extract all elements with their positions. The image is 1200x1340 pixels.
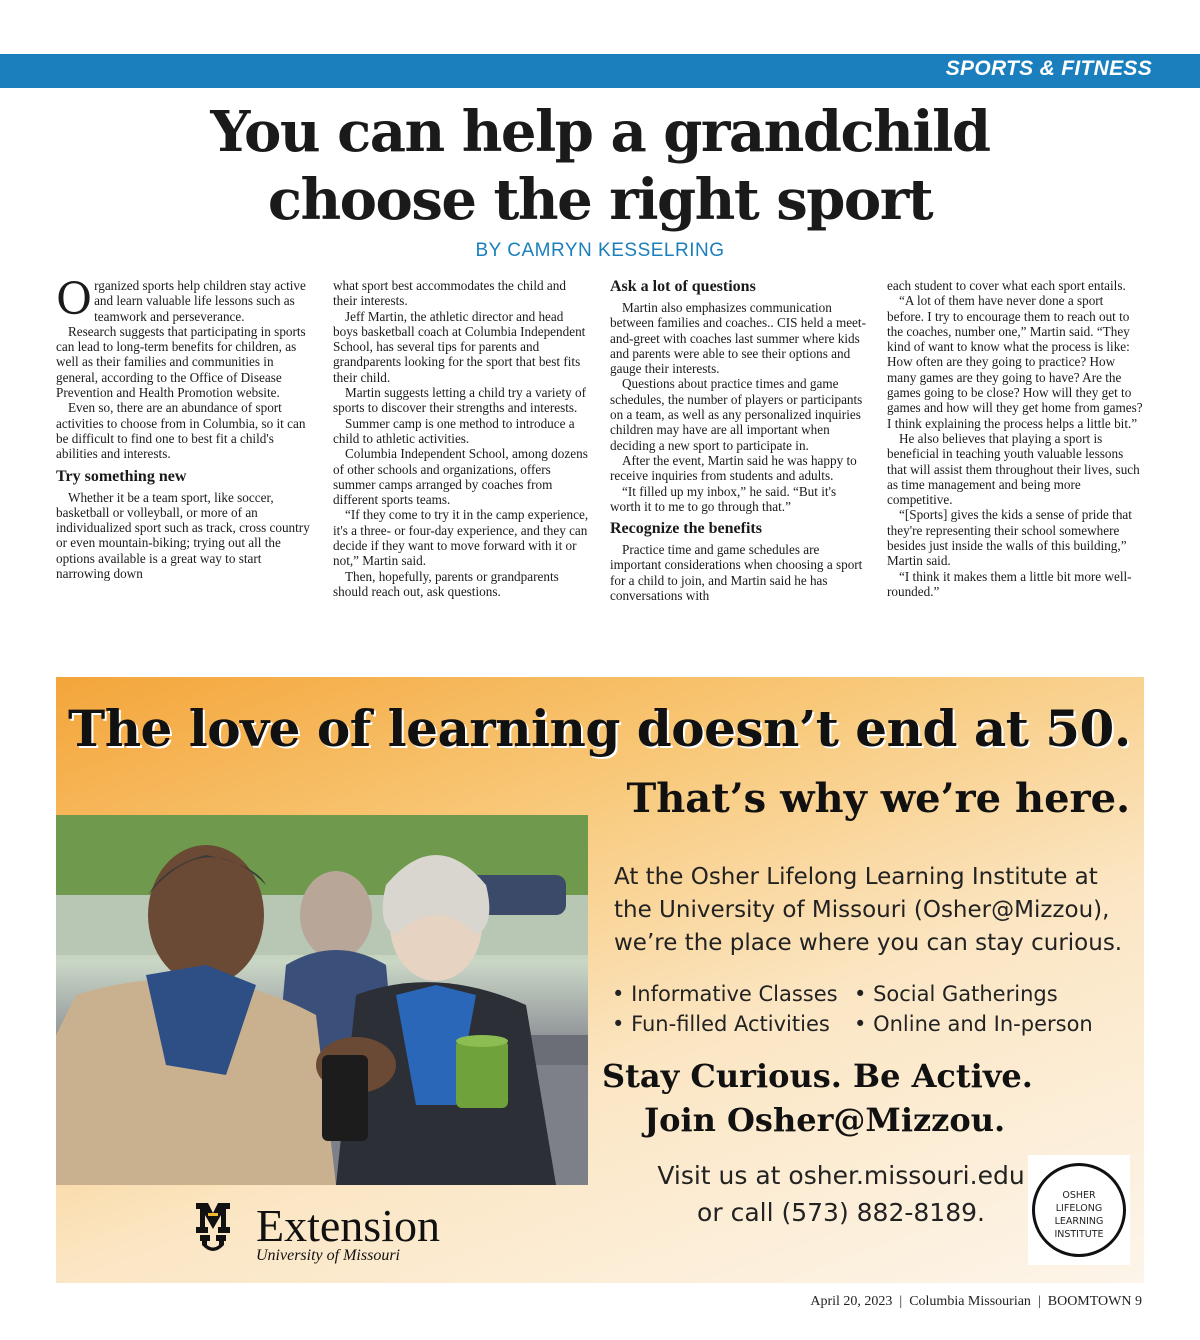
paragraph: “I think it makes them a little bit more well-rounded.”	[887, 568, 1132, 599]
subheading: Recognize the benefits	[610, 520, 762, 538]
article-column-3	[610, 278, 866, 603]
subheading: Ask a lot of questions	[610, 278, 756, 295]
ad-website[interactable]: Visit us at osher.missouri.edu	[657, 1161, 1025, 1190]
headline-line-1: You can help a grandchild	[210, 99, 990, 165]
paragraph: Questions about practice times and game schedules, the number of players or participants on a team, as well as any personalized inquiries children may have are all important when deciding a new sport to participate in.	[610, 376, 863, 453]
osher-logo	[1028, 1155, 1130, 1265]
ad-body-line: the University of Missouri (Osher@Mizzou),	[614, 897, 1110, 923]
drop-cap: O	[56, 274, 93, 325]
paragraph: Then, hopefully, parents or grandparents should reach out, ask questions.	[333, 568, 559, 599]
mizzou-logo-icon	[196, 1203, 230, 1253]
ad-body-line: we’re the place where you can stay curious.	[614, 930, 1123, 956]
ad-cta-line-2: Join Osher@Mizzou.	[644, 1101, 1006, 1139]
paragraph: Jeff Martin, the athletic director and head boys basketball coach at Columbia Independent School, has several tips for parents and grandparents looking for the sport that best fits their child.	[333, 308, 586, 385]
paragraph: “If they come to try it in the camp experience, it's a three- or four-day experience, and they can decide if they want to move forward with it or not,” Martin said.	[333, 507, 589, 569]
ad-headline: The love of learning doesn’t end at 50.	[68, 699, 1131, 758]
paragraph: “A lot of them have never done a sport before. I try to encourage them to reach out to the coaches, number one,” Martin said. “They kind of want to know what the process is like: How often are they going to practice? How many games are they going to have? Are the games going to be close? How will they get to games and how will they get home from games? I think explaining the process helps a little bit.”	[887, 293, 1143, 431]
article-column-2	[333, 278, 589, 599]
paragraph: Practice time and game schedules are important considerations when choosing a sport for a child to join, and Martin said he has conversations with	[610, 542, 863, 604]
extension-subtitle: University of Missouri	[256, 1247, 400, 1264]
extension-wordmark: Extension	[256, 1200, 440, 1251]
bullet-item: • Fun-filled Activities	[612, 1012, 830, 1036]
ad-photo	[56, 815, 588, 1185]
paragraph: After the event, Martin said he was happy to receive inquiries from students and adults.	[610, 452, 857, 484]
paragraph: Whether it be a team sport, like soccer, basketball or volleyball, or more of an individualized sport such as track, cross country or even mountain-biking; trying out all the options available is a great way to start narrowing down	[56, 489, 310, 582]
paragraph: Organized sports help children stay active and learn valuable life lessons such as teamwork and perseverance.	[56, 274, 306, 325]
headline-line-2: choose the right sport	[267, 167, 933, 233]
footer-paper: Columbia Missourian	[909, 1294, 1031, 1309]
page-number: 9	[1135, 1294, 1142, 1309]
bullet-item: • Social Gatherings	[854, 982, 1058, 1006]
paragraph: each student to cover what each sport entails.	[887, 278, 1126, 293]
people-photo-illustration	[56, 815, 588, 1185]
paragraph: “[Sports] gives the kids a sense of pride that they're representing their school somewhere besides just inside the walls of this building,” Martin said.	[887, 507, 1132, 569]
paragraph: Martin also emphasizes communication between families and coaches.. CIS held a meet-and-greet with coaches last summer where kids and parents were able to see their options and gauge their interests.	[610, 300, 866, 377]
paragraph: He also believes that playing a sport is beneficial in teaching youth valuable lessons that will assist them throughout their lives, such as time management and being more competitive.	[887, 430, 1140, 508]
ad-phone[interactable]: or call (573) 882-8189.	[697, 1198, 985, 1227]
bullet-item: • Informative Classes	[612, 982, 838, 1006]
paragraph: Even so, there are an abundance of sport activities to choose from in Columbia, so it can be difficult to find one to best fit a child's abilities and interests.	[56, 400, 306, 462]
osher-advertisement	[56, 677, 1144, 1283]
section-banner	[0, 54, 1200, 88]
osher-logo-text: OSHER LIFELONG LEARNING INSTITUTE	[1054, 1190, 1104, 1240]
ad-body-line: At the Osher Lifelong Learning Institute at	[614, 864, 1098, 890]
article-headline	[0, 98, 1200, 234]
footer-section: BOOMTOWN	[1047, 1294, 1132, 1309]
article-byline: BY CAMRYN KESSELRING	[475, 240, 725, 261]
subheading: Try something new	[56, 467, 187, 485]
paragraph: “It filled up my inbox,” he said. “But it's worth it to me to go through that.”	[610, 483, 837, 514]
section-label: SPORTS & FITNESS	[945, 57, 1152, 80]
ad-body-text	[614, 861, 1134, 960]
article-column-4	[887, 278, 1143, 599]
paragraph: Martin suggests letting a child try a variety of sports to discover their strengths and interests.	[333, 385, 586, 416]
paragraph: Columbia Independent School, among dozens of other schools and organizations, offers summer camps arranged by coaches from different sports teams.	[333, 446, 588, 508]
paragraph: Research suggests that participating in sports can lead to long-term benefits for children, as well as their families and communities in general, according to the Office of Disease Prevention and Health Promotion website.	[56, 323, 306, 401]
paragraph: Summer camp is one method to introduce a child to athletic activities.	[333, 415, 575, 446]
page-footer: April 20, 2023 | Columbia Missourian | BOOMTOWN 9	[810, 1294, 1142, 1309]
ad-contact	[596, 1157, 1086, 1231]
ad-subhead: That’s why we’re here.	[626, 775, 1130, 822]
footer-date: April 20, 2023	[810, 1294, 893, 1309]
ad-cta-line-1: Stay Curious. Be Active.	[602, 1057, 1033, 1095]
article-column-1	[56, 274, 312, 582]
bullet-item: • Online and In-person	[854, 1012, 1093, 1036]
paragraph: what sport best accommodates the child and their interests.	[333, 278, 566, 309]
